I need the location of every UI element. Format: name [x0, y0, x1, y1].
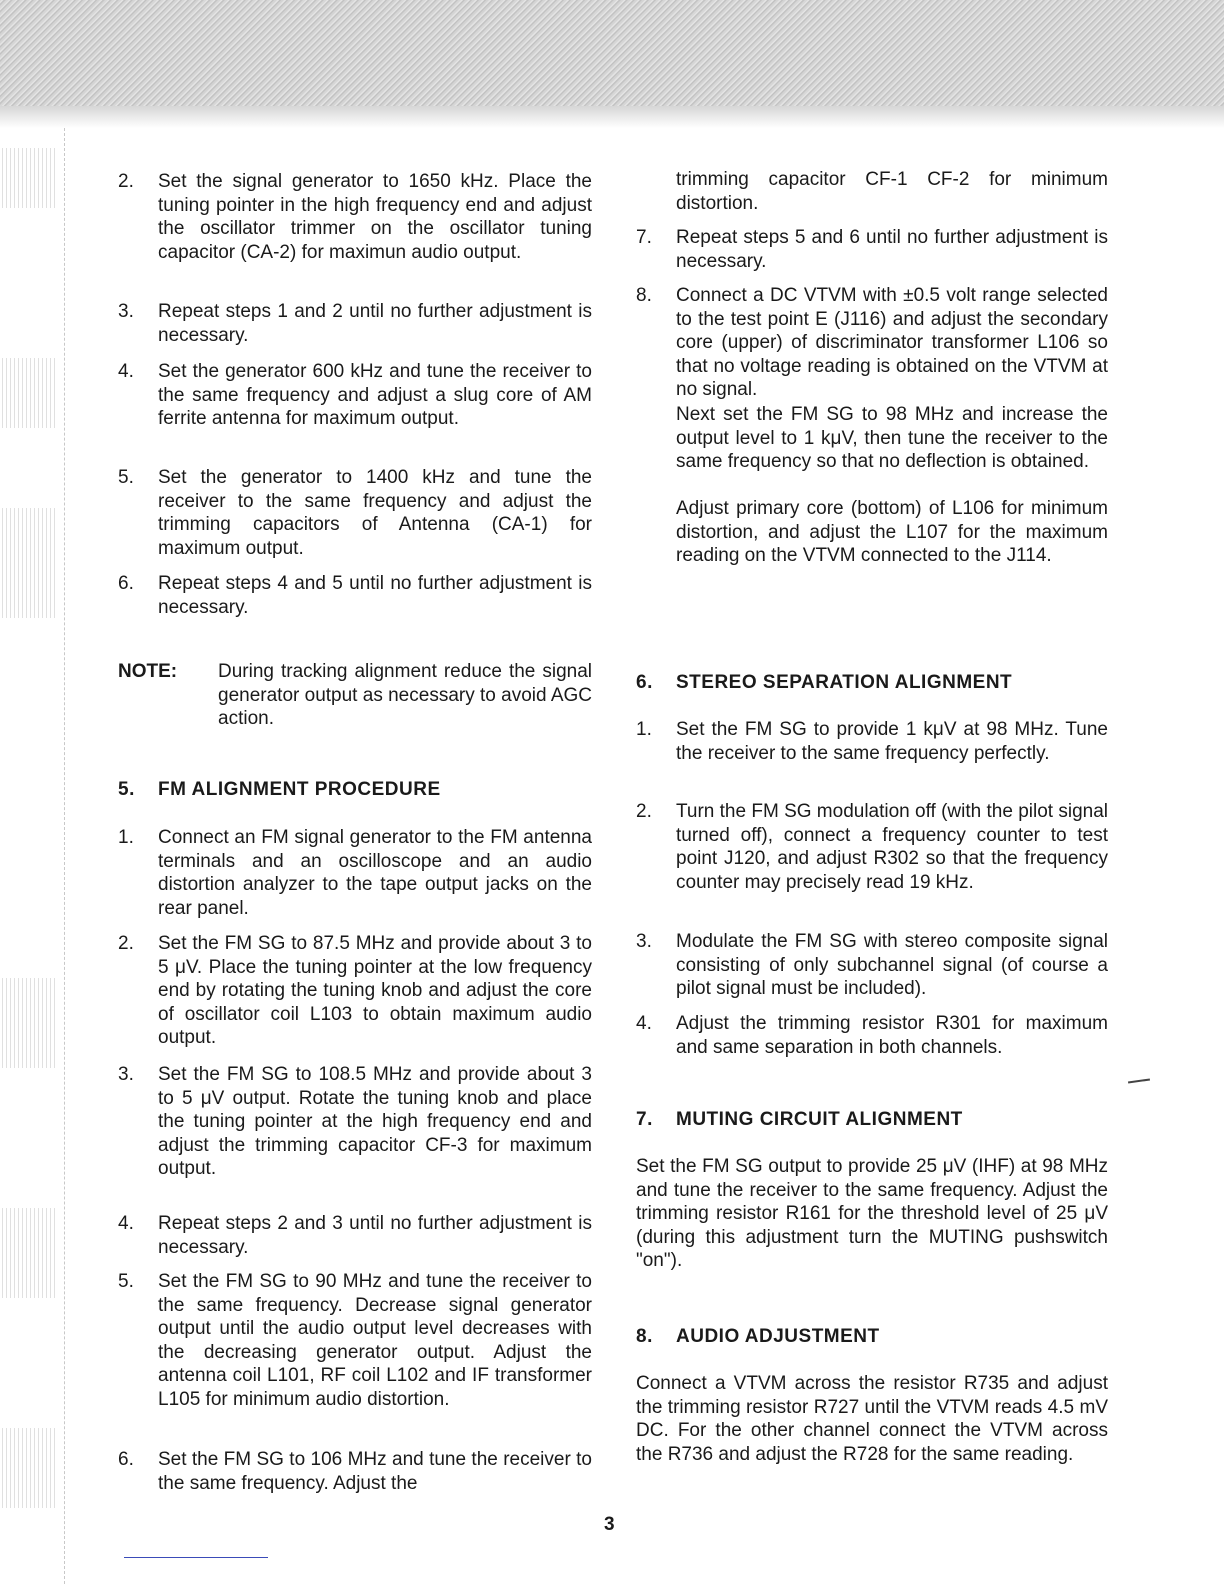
- list-item: [118, 360, 592, 431]
- fm-step-6: [118, 1448, 592, 1495]
- paragraph-text: Next set the FM SG to 98 MHz and increase the output level to 1 kμV, then tune the receiver to the same frequency so that no deflection is obtained.: [676, 404, 1108, 473]
- step-text: Set the signal generator to 1650 kHz. Place the tuning pointer in the high frequency end and adjust the oscillator trimmer on the oscillator tuning capacitor (CA-2) for maximun audio output.: [158, 171, 592, 263]
- tracking-note: [118, 660, 592, 731]
- footer-rule: [124, 1557, 268, 1558]
- list-item: [636, 718, 1108, 765]
- step-number: 7.: [636, 227, 652, 248]
- fm-step-4: [118, 1212, 592, 1259]
- step-text: Connect a DC VTVM with ±0.5 volt range selected to the test point E (J116) and adjust the secondary core (upper) of discriminator transformer L106 so that no voltage reading is obtained on the VTVM at no signal.: [676, 285, 1108, 401]
- list-item: [118, 1270, 592, 1412]
- step-number: 4.: [636, 1013, 652, 1034]
- section-number: 5.: [118, 779, 135, 800]
- step-text: Set the generator 600 kHz and tune the receiver to the same frequency and adjust a slug core of AM ferrite antenna for maximum output.: [158, 361, 592, 430]
- margin-texture: [2, 508, 58, 618]
- step-text: Repeat steps 1 and 2 until no further adjustment is necessary.: [158, 301, 592, 346]
- step-8-paragraph-3: [636, 497, 1108, 568]
- step-text: Set the FM SG to 87.5 MHz and provide about 3 to 5 μV. Place the tuning pointer at the low frequency end by rotating the tuning knob and adjust the core of oscillator coil L103 to obtain maximum audio output.: [158, 933, 592, 1049]
- continuation-text: trimming capacitor CF-1 CF-2 for minimum distortion.: [676, 169, 1108, 214]
- step-text: Modulate the FM SG with stereo composite signal consisting of only subchannel signal (of course a pilot signal must be included).: [676, 931, 1108, 1000]
- list-item: [118, 572, 592, 619]
- am-step-6: [118, 572, 592, 619]
- list-item: [118, 300, 592, 347]
- list-item: [636, 930, 1108, 1001]
- fm-step-8: [636, 284, 1108, 402]
- fm-step-1: [118, 826, 592, 920]
- step-number: 5.: [118, 1271, 134, 1292]
- step-number: 3.: [636, 931, 652, 952]
- pen-mark: [1128, 1078, 1150, 1083]
- section-heading-stereo: [636, 671, 1108, 695]
- list-item: [636, 1012, 1108, 1059]
- page-number: 3: [604, 1514, 615, 1535]
- am-step-list: [118, 170, 592, 264]
- list-item: [118, 826, 592, 920]
- step-text: Set the FM SG to 106 MHz and tune the receiver to the same frequency. Adjust the: [158, 1449, 592, 1494]
- section-number: 8.: [636, 1326, 653, 1347]
- fm-step-3: [118, 1063, 592, 1181]
- step-number: 4.: [118, 1213, 134, 1234]
- step-number: 2.: [118, 171, 134, 192]
- margin-texture: [2, 358, 58, 428]
- stereo-step-4: [636, 1012, 1108, 1059]
- step-number: 4.: [118, 361, 134, 382]
- margin-texture: [2, 978, 58, 1068]
- list-item: [118, 170, 592, 264]
- step-number: 5.: [118, 467, 134, 488]
- stereo-step-1: [636, 718, 1108, 765]
- note-text: During tracking alignment reduce the signal generator output as necessary to avoid AGC action.: [218, 661, 592, 730]
- list-item: [118, 1063, 592, 1181]
- step-text: Repeat steps 5 and 6 until no further adjustment is necessary.: [676, 227, 1108, 272]
- binding-margin: [0, 128, 65, 1584]
- stereo-step-3: [636, 930, 1108, 1001]
- fm-step-7: [636, 226, 1108, 273]
- step-text: Turn the FM SG modulation off (with the pilot signal turned off), connect a frequency counter to test point J120, and adjust R302 so that the frequency counter may precisely read 19 kHz.: [676, 801, 1108, 893]
- fm-step-5: [118, 1270, 592, 1412]
- margin-texture: [2, 1208, 58, 1298]
- step-number: 3.: [118, 301, 134, 322]
- step-text: Repeat steps 4 and 5 until no further adjustment is necessary.: [158, 573, 592, 618]
- section-number: 6.: [636, 672, 653, 693]
- section-title: MUTING CIRCUIT ALIGNMENT: [676, 1109, 963, 1130]
- section-title: AUDIO ADJUSTMENT: [676, 1326, 880, 1347]
- section-title: STEREO SEPARATION ALIGNMENT: [676, 672, 1013, 693]
- step-number: 6.: [118, 1449, 134, 1470]
- step-number: 2.: [636, 801, 652, 822]
- note-label: NOTE:: [118, 661, 178, 682]
- header-band: [0, 0, 1224, 128]
- step-number: 6.: [118, 573, 134, 594]
- step-text: Repeat steps 2 and 3 until no further adjustment is necessary.: [158, 1213, 592, 1258]
- step-text: Set the generator to 1400 kHz and tune the receiver to the same frequency and adjust the trimming capacitors of Antenna (CA-1) for maximum output.: [158, 467, 592, 559]
- audio-paragraph: Connect a VTVM across the resistor R735 and adjust the trimming resistor R727 until the VTVM reads 4.5 mV DC. For the other channel connect the VTVM across the R736 and adjust the R728 for the same reading.: [636, 1373, 1108, 1465]
- section-number: 7.: [636, 1109, 653, 1130]
- list-item: [636, 284, 1108, 402]
- step-number: 1.: [118, 827, 134, 848]
- margin-texture: [2, 1428, 58, 1508]
- am-step-3: [118, 300, 592, 347]
- step-number: 8.: [636, 285, 652, 306]
- list-item: [118, 1212, 592, 1259]
- muting-paragraph: Set the FM SG output to provide 25 μV (IHF) at 98 MHz and tune the receiver to the same frequency. Adjust the trimming resistor R161 for the threshold level of 25 μV (during this adjustment turn the MUTING pushswitch "on").: [636, 1156, 1108, 1272]
- list-item: [118, 932, 592, 1050]
- step-number: 3.: [118, 1064, 134, 1085]
- stereo-step-2: [636, 800, 1108, 894]
- step-text: Set the FM SG to provide 1 kμV at 98 MHz. Tune the receiver to the same frequency perfectly.: [676, 719, 1108, 764]
- section-title: FM ALIGNMENT PROCEDURE: [158, 779, 441, 800]
- section-heading-fm: [118, 778, 592, 802]
- step-number: 2.: [118, 933, 134, 954]
- section-heading-audio: [636, 1325, 1108, 1349]
- fm-step-2: [118, 932, 592, 1050]
- list-item: [118, 466, 592, 560]
- step-text: Set the FM SG to 90 MHz and tune the receiver to the same frequency. Decrease signal generator output until the audio output level decreases with the decreasing generator output. Adjust the antenna coil L101, RF coil L102 and IF transformer L105 for minimum audio distortion.: [158, 1271, 592, 1410]
- list-item: [636, 226, 1108, 273]
- step-text: Adjust the trimming resistor R301 for maximum and same separation in both channels.: [676, 1013, 1108, 1058]
- step-8-paragraph-2: [636, 403, 1108, 474]
- step-text: Connect an FM signal generator to the FM antenna terminals and an oscilloscope and an audio distortion analyzer to the tape output jacks on the rear panel.: [158, 827, 592, 919]
- step-6-continuation: [636, 168, 1108, 215]
- step-text: Set the FM SG to 108.5 MHz and provide about 3 to 5 μV output. Rotate the tuning knob and place the tuning pointer at the high frequency end and adjust the trimming capacitor CF-3 for maximum output.: [158, 1064, 592, 1180]
- step-number: 1.: [636, 719, 652, 740]
- am-step-5: [118, 466, 592, 560]
- section-heading-muting: [636, 1108, 1108, 1132]
- list-item: [118, 1448, 592, 1495]
- list-item: [636, 800, 1108, 894]
- am-step-4: [118, 360, 592, 431]
- paragraph-text: Adjust primary core (bottom) of L106 for minimum distortion, and adjust the L107 for the maximum reading on the VTVM connected to the J114.: [676, 498, 1108, 567]
- margin-texture: [2, 148, 58, 208]
